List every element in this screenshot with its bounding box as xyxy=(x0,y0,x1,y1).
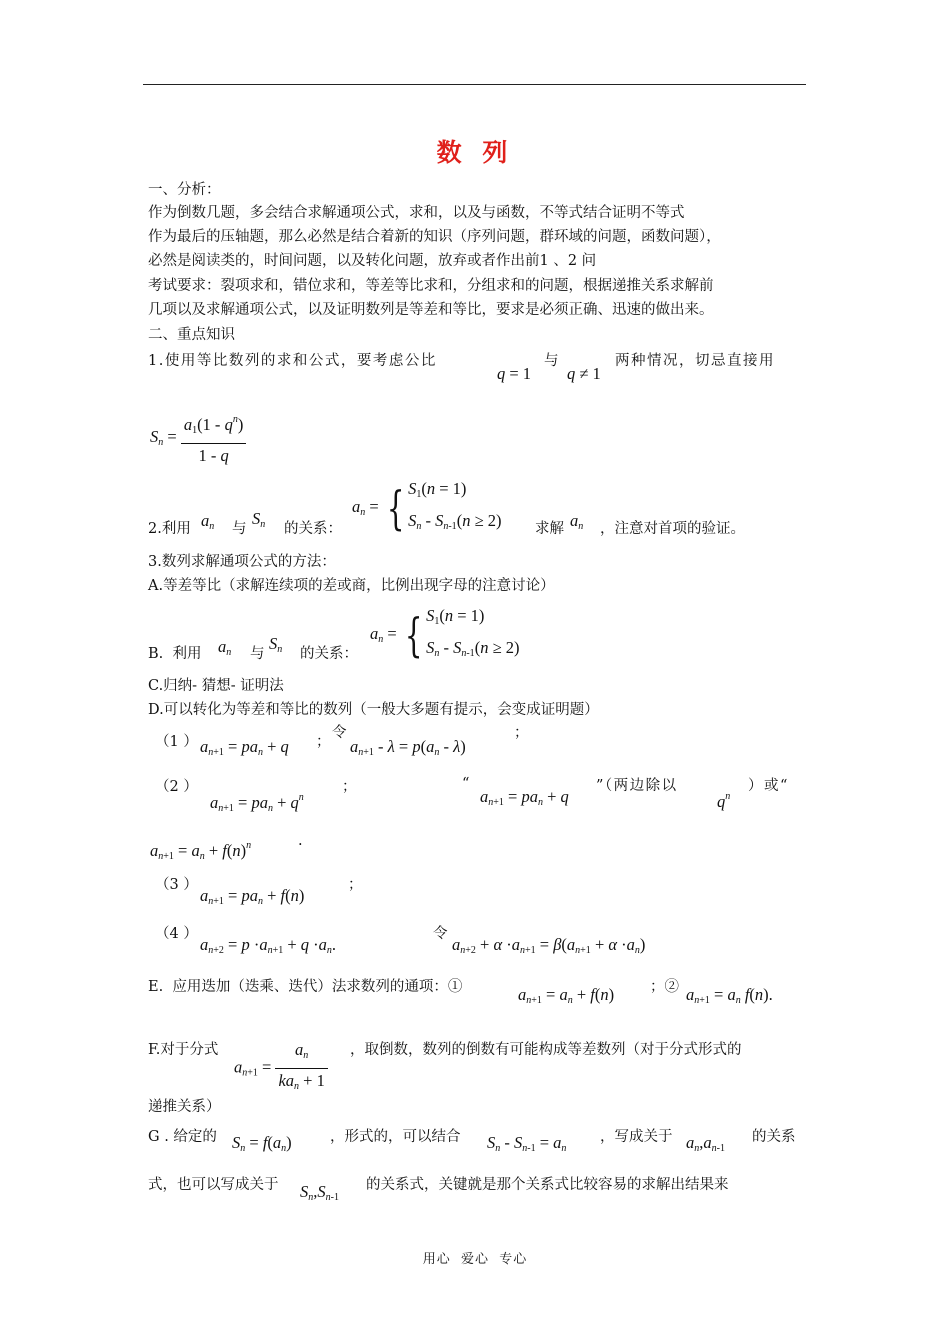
d1-label: （1 ） xyxy=(155,734,198,750)
symbol-sn: $S_n$ xyxy=(269,634,283,655)
symbol-an: $a_n$ xyxy=(201,511,215,532)
symbol-sn-sn-1: $S_n,S_{n-1}$ xyxy=(300,1182,339,1203)
formula-d1-transform: $a_{n+1} - \lambda = p(a_n - \lambda)$ xyxy=(350,737,466,758)
formula-d4-transform: $a_{n+2} + \alpha \cdot a_{n+1} = \beta(a_{n+1} + \alpha \cdot a_n)$ xyxy=(452,935,646,956)
formula-d4-recurrence: $a_{n+2} = p \cdot a_{n+1} + q \cdot a_n$. xyxy=(200,935,337,956)
itemG-prefix: G . 给定的 xyxy=(148,1129,217,1145)
formula-geometric-sum: $S_n$ = $\frac{a_1(1 - q^n)}{1 - q}$ xyxy=(150,410,246,466)
symbol-sn: $S_n$ xyxy=(252,509,266,530)
itemF-prefix: F.对于分式 xyxy=(148,1042,219,1058)
formula-q-neq-1: q ≠ 1 xyxy=(567,364,601,383)
item2-prefix: 2.利用 xyxy=(148,521,191,537)
d4-label: （4 ） xyxy=(155,926,198,942)
item2-and: 与 xyxy=(232,521,247,537)
itemG-line2a: 式，也可以写成关于 xyxy=(148,1177,279,1193)
itemE-text: E. 应用迭加（迭乘、迭代）法求数列的通项：① xyxy=(148,979,463,995)
symbol-an: $a_n$ xyxy=(570,511,584,532)
symbol-an-an-1: $a_n,a_{n-1}$ xyxy=(686,1133,725,1154)
formula-q-power-n: $q^n$ xyxy=(717,791,731,811)
item3-text: 3.数列求解通项公式的方法： xyxy=(148,554,336,570)
section1-line: 作为最后的压轴题，那么必然是结合着新的知识（序列问题，群环域的问题，函数问题）， xyxy=(148,229,721,245)
formula-e-additive: $a_{n+1} = a_n + f(n)$ xyxy=(518,985,615,1006)
item1-text: 1.使用等比数列的求和公式，要考虑公比 xyxy=(148,353,437,369)
itemF-tail: ，取倒数，数列的倒数有可能构成等差数列（对于分式形式的 xyxy=(350,1042,742,1058)
item1-tail: 两种情况，切忌直接用 xyxy=(615,353,775,369)
itemG-tail: 的关系 xyxy=(752,1129,796,1145)
d1-ling: 令 xyxy=(332,725,347,741)
item1-and: 与 xyxy=(544,353,559,369)
itemE-semi: ；② xyxy=(650,979,679,995)
section2-heading: 二、重点知识 xyxy=(148,327,235,343)
itemG-mid: ，形式的，可以结合 xyxy=(330,1129,461,1145)
item2-rel: 的关系： xyxy=(284,521,342,537)
itemD-text: D.可以转化为等差和等比的数列（一般大多题有提示，会变成证明题） xyxy=(148,702,599,718)
item2-solve: 求解 xyxy=(535,521,564,537)
itemG-mid2: ，写成关于 xyxy=(600,1129,673,1145)
formula-an-sn-cases: $a_n$ = { $S_1(n = 1)$ $S_n - S_{n-1}(n \ge 2)$ xyxy=(352,479,502,535)
item2-tail: ，注意对首项的验证。 xyxy=(600,521,745,537)
page-footer: 用心 爱心 专心 xyxy=(422,1252,528,1267)
formula-f-fraction: $a_{n+1}$ = $\frac{a_n}{ka_n + 1}$ xyxy=(234,1040,328,1097)
formula-d2-hint: $a_{n+1} = pa_n + q$ xyxy=(480,787,569,808)
itemC-text: C.归纳- 猜想- 证明法 xyxy=(148,678,284,694)
d2-open-quote: “ xyxy=(462,776,470,792)
section1-line: 作为倒数几题，多会结合求解通项公式，求和，以及与函数，不等式结合证明不等式 xyxy=(148,205,685,221)
d3-semi: ； xyxy=(348,877,363,893)
page-title: 数 列 xyxy=(436,138,514,167)
d2-or: ）或“ xyxy=(748,778,789,794)
d4-ling: 令 xyxy=(433,926,448,942)
d2-dot: . xyxy=(298,833,303,849)
d3-label: （3 ） xyxy=(155,877,198,893)
itemF-line2: 递推关系） xyxy=(148,1099,221,1115)
formula-an-sn-cases: $a_n$ = { $S_1(n = 1)$ $S_n - S_{n-1}(n \ge 2)$ xyxy=(370,606,520,662)
itemG-line2b: 的关系式，关键就是那个关系式比较容易的求解出结果来 xyxy=(366,1177,729,1193)
d2-close: ”（两边除以 xyxy=(596,778,678,794)
formula-d1-recurrence: $a_{n+1} = pa_n + q$ xyxy=(200,737,289,758)
itemB-and: 与 xyxy=(250,646,265,662)
section1-heading: 一、分析： xyxy=(148,182,221,198)
symbol-an: $a_n$ xyxy=(218,637,232,658)
section1-line: 考试要求：裂项求和，错位求和，等差等比求和，分组求和的问题，根据递推关系求解前 xyxy=(148,278,714,294)
formula-q-eq-1: q = 1 xyxy=(497,364,532,383)
d1-semi: ； xyxy=(316,734,331,750)
d1-semi-2: ； xyxy=(514,725,529,741)
header-rule xyxy=(143,84,806,85)
formula-d2-alt: $a_{n+1} = a_n + f(n)^n$ xyxy=(150,840,252,862)
formula-d2-recurrence: $a_{n+1} = pa_n + q^n$ xyxy=(210,792,304,814)
formula-g-difference: $S_n - S_{n-1} = a_n$ xyxy=(487,1133,567,1154)
formula-d3-recurrence: $a_{n+1} = pa_n + f(n)$ xyxy=(200,886,305,907)
itemB-prefix: B. 利用 xyxy=(148,646,202,662)
formula-g-sn-f-an: $S_n = f(a_n)$ xyxy=(232,1133,292,1154)
itemA-text: A.等差等比（求解连续项的差或商，比例出现字母的注意讨论） xyxy=(148,578,555,594)
section1-line: 几项以及求解通项公式，以及证明数列是等差和等比，要求是必须正确、迅速的做出来。 xyxy=(148,302,714,318)
section1-line: 必然是阅读类的，时间问题，以及转化问题，放弃或者作出前1 、2 问 xyxy=(148,253,597,269)
d2-label: （2 ） xyxy=(155,779,198,795)
formula-e-multiplicative: $a_{n+1} = a_n$ f(n). xyxy=(686,985,773,1006)
d2-semi: ； xyxy=(342,779,357,795)
itemB-rel: 的关系： xyxy=(300,646,358,662)
